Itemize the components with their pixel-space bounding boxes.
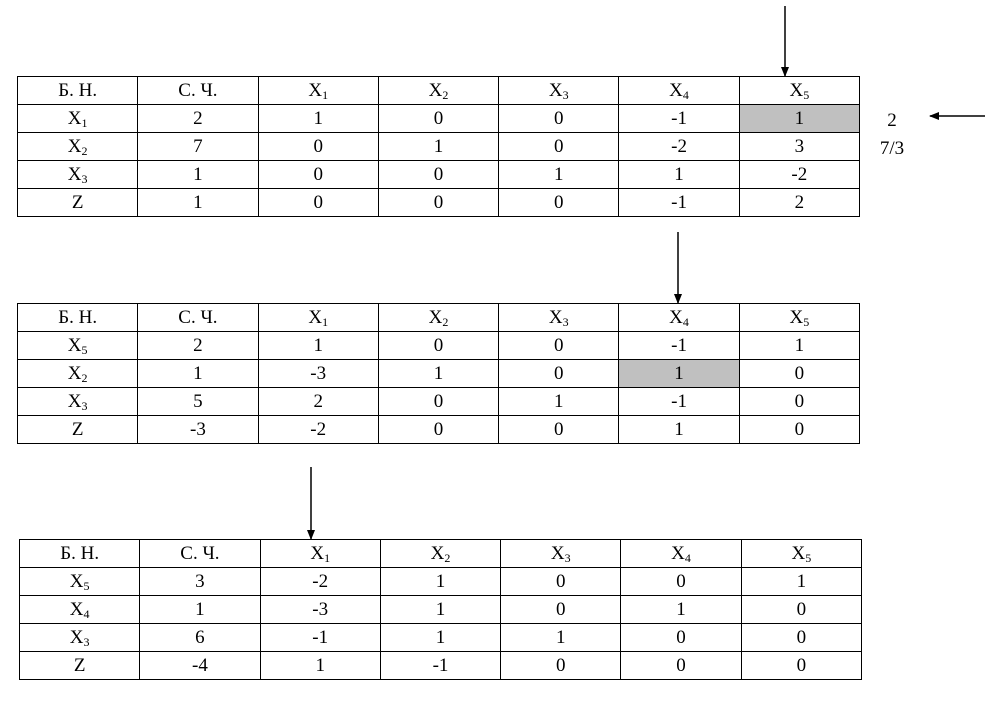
table-cell: 2 [258,388,378,416]
table-cell: 0 [739,416,859,444]
table-row [20,596,862,624]
column-header: С. Ч. [138,77,258,105]
table-cell: 2 [138,105,258,133]
column-header: Б. Н. [18,77,138,105]
table-cell: -2 [739,161,859,189]
column-header: $X_2$ [378,304,498,332]
basis-variable-cell: $X_5$ [18,332,138,360]
table-cell: 7 [138,133,258,161]
table-row [20,568,862,596]
table-cell: 2 [138,332,258,360]
table-row [18,133,860,161]
basis-variable-cell: Z [20,652,140,680]
table-cell: 3 [739,133,859,161]
column-header: $X_1$ [258,304,378,332]
basis-variable-cell: $X_3$ [20,624,140,652]
table-row [20,624,862,652]
table-cell: -2 [619,133,739,161]
table-cell: 0 [501,568,621,596]
table-cell: 1 [741,568,861,596]
basis-variable-cell: $X_2$ [18,133,138,161]
basis-variable-cell: $X_5$ [20,568,140,596]
table-cell: 0 [499,133,619,161]
ratio-value: 7/3 [879,138,905,159]
table-header-row [18,77,860,105]
table-cell: 0 [499,360,619,388]
table-cell: -1 [619,332,739,360]
table-cell: 0 [378,332,498,360]
table-cell: -3 [260,596,380,624]
table-cell: -1 [260,624,380,652]
table-row [18,161,860,189]
table-cell: 0 [621,568,741,596]
table-cell: -4 [140,652,260,680]
table-cell: 1 [260,652,380,680]
column-header: С. Ч. [138,304,258,332]
table-cell: 1 [380,624,500,652]
table-cell: -1 [619,105,739,133]
table-cell: 0 [378,161,498,189]
column-header: Б. Н. [20,540,140,568]
table-cell: -1 [619,388,739,416]
column-header: $X_5$ [739,77,859,105]
column-header: $X_2$ [380,540,500,568]
table-row [18,360,860,388]
table-cell: 0 [621,652,741,680]
table-cell: 5 [138,388,258,416]
column-header: $X_2$ [378,77,498,105]
column-header: $X_1$ [258,77,378,105]
column-header: $X_3$ [499,304,619,332]
table-cell: 0 [258,189,378,217]
table-cell: 0 [499,105,619,133]
table-cell: -2 [258,416,378,444]
column-header: $X_4$ [619,304,739,332]
column-header: $X_4$ [619,77,739,105]
table-row [18,388,860,416]
table-cell: 1 [501,624,621,652]
table-cell: 1 [258,332,378,360]
column-header: С. Ч. [140,540,260,568]
table-cell: 1 [499,388,619,416]
table-cell: 1 [499,161,619,189]
table-cell: 0 [741,624,861,652]
simplex-table-3 [19,539,862,680]
table-cell: 1 [378,360,498,388]
table-cell: 0 [378,189,498,217]
table-row [18,416,860,444]
table-cell: -3 [138,416,258,444]
table-cell: 0 [501,596,621,624]
table-row [18,189,860,217]
pivot-cell: 1 [739,105,859,133]
table-cell: 0 [739,360,859,388]
column-header: $X_3$ [499,77,619,105]
table-cell: 0 [258,133,378,161]
table-cell: -2 [260,568,380,596]
table-cell: 2 [739,189,859,217]
column-header: Б. Н. [18,304,138,332]
pivot-cell: 1 [619,360,739,388]
ratio-value: 2 [887,110,897,131]
table-header-row [18,304,860,332]
table-cell: 6 [140,624,260,652]
table-cell: 1 [138,360,258,388]
simplex-table-1 [17,76,860,217]
table-cell: 0 [499,416,619,444]
basis-variable-cell: $X_3$ [18,388,138,416]
table-cell: 0 [741,596,861,624]
table-cell: 0 [621,624,741,652]
table-cell: -1 [380,652,500,680]
table-row [20,652,862,680]
column-header: $X_5$ [741,540,861,568]
column-header: $X_1$ [260,540,380,568]
table-cell: -1 [619,189,739,217]
table-cell: -3 [258,360,378,388]
table-header-row [20,540,862,568]
table-cell: 1 [140,596,260,624]
table-cell: 0 [739,388,859,416]
basis-variable-cell: $X_4$ [20,596,140,624]
basis-variable-cell: Z [18,189,138,217]
table-cell: 1 [621,596,741,624]
table-cell: 3 [140,568,260,596]
basis-variable-cell: $X_1$ [18,105,138,133]
column-header: $X_4$ [621,540,741,568]
table-row [18,105,860,133]
table-cell: 0 [378,416,498,444]
simplex-table-2 [17,303,860,444]
table-cell: 0 [378,105,498,133]
table-cell: 1 [380,596,500,624]
table-cell: 0 [378,388,498,416]
table-cell: 1 [258,105,378,133]
basis-variable-cell: $X_3$ [18,161,138,189]
column-header: $X_3$ [501,540,621,568]
basis-variable-cell: Z [18,416,138,444]
basis-variable-cell: $X_2$ [18,360,138,388]
table-cell: 0 [499,332,619,360]
table-cell: 1 [380,568,500,596]
table-cell: 1 [619,161,739,189]
table-cell: 1 [138,161,258,189]
column-header: $X_5$ [739,304,859,332]
table-cell: 1 [739,332,859,360]
table-cell: 1 [378,133,498,161]
table-cell: 1 [619,416,739,444]
table-row [18,332,860,360]
table-cell: 0 [741,652,861,680]
table-cell: 0 [501,652,621,680]
table-cell: 0 [499,189,619,217]
table-cell: 1 [138,189,258,217]
table-cell: 0 [258,161,378,189]
